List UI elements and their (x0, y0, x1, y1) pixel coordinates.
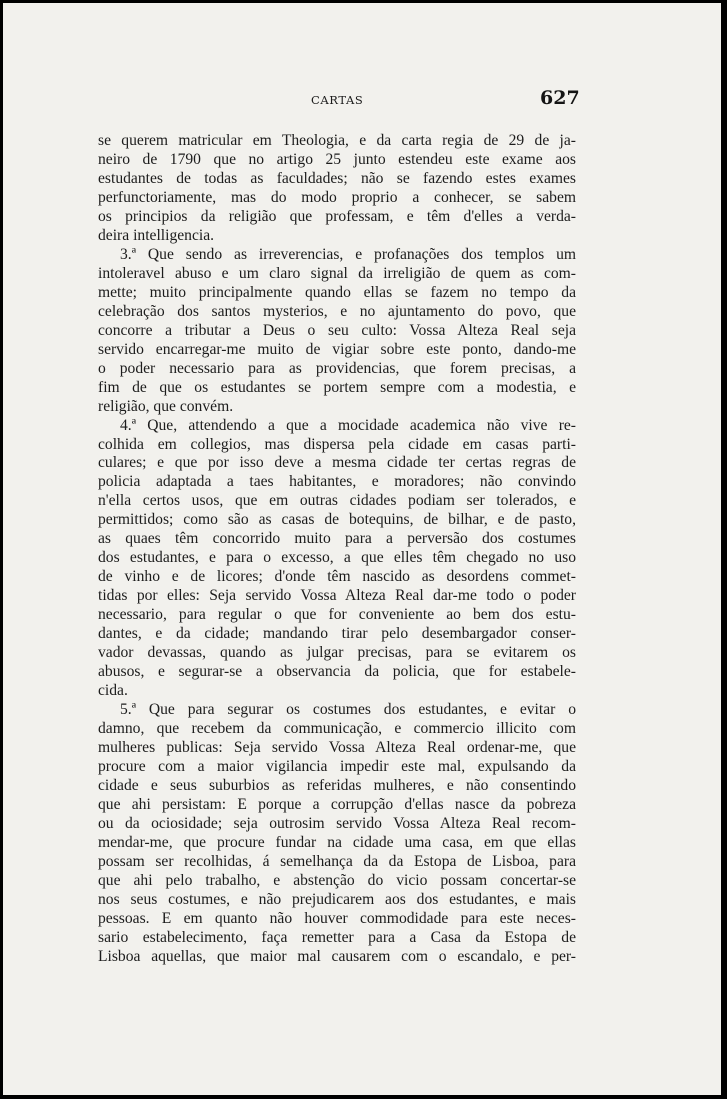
text-line: concorre a tributar a Deus o seu culto: Vossa Alteza Real seja (98, 321, 576, 339)
text-line: nos seus costumes, e não prejudicarem aos dos estudantes, e mais (98, 890, 576, 908)
text-line: sario estabelecimento, faça remetter para a Casa da Estopa de (98, 928, 576, 946)
text-line: vador devassas, quando as julgar precisas, para se evitarem os (98, 644, 576, 662)
text-line: mendar-me, que procure fundar na cidade uma casa, em que ellas (98, 833, 576, 851)
text-line: policia adaptada a taes habitantes, e moradores; não convindo (98, 473, 576, 491)
text-line: 3.ª Que sendo as irreverencias, e profanações dos templos um (120, 245, 576, 263)
text-line: que ahi persistam: E porque a corrupção d'ellas nasce da pobreza (98, 795, 576, 813)
text-line: servido encarregar-me muito de vigiar sobre este ponto, dando-me (98, 340, 576, 358)
text-line: tidas por elles: Seja servido Vossa Alteza Real dar-me todo o poder (98, 587, 576, 605)
text-line: intoleravel abuso e um claro signal da irreligião de quem as com- (98, 264, 576, 282)
text-line: permittidos; como são as casas de botequins, de bilhar, e de pasto, (98, 511, 576, 529)
text-line: Lisboa aquellas, que maior mal causarem com o escandalo, e per- (98, 947, 576, 965)
text-line: cida. (98, 682, 128, 700)
text-line: as quaes têm concorrido muito para a perversão dos costumes (98, 530, 576, 548)
text-line: procure com a maior vigilancia impedir este mal, expulsando da (98, 757, 576, 775)
text-line: o poder necessario para as providencias, que forem precisas, a (98, 359, 576, 377)
text-line: perfunctoriamente, mas do modo proprio a conhecer, se sabem (98, 188, 576, 206)
page-number: 627 (540, 87, 580, 109)
text-line: necessario, para regular o que for conveniente ao bem dos estu- (98, 606, 576, 624)
text-line: 5.ª Que para segurar os costumes dos estudantes, e evitar o (120, 701, 576, 719)
text-line: religião, que convém. (98, 397, 234, 415)
text-line: deira intelligencia. (98, 226, 215, 244)
text-line: abusos, e segurar-se a observancia da policia, que for estabele- (98, 663, 576, 681)
text-line: n'ella certos usos, que em outras cidades podiam ser tolerados, e (98, 492, 576, 510)
text-line: mette; muito principalmente quando ellas se fazem no tempo da (98, 283, 576, 301)
text-line: cidade e seus suburbios as referidas mulheres, e não consentindo (98, 776, 576, 794)
text-line: neiro de 1790 que no artigo 25 junto estendeu este exame aos (98, 150, 576, 168)
text-line: que ahi pelo trabalho, e abstenção do vicio possam concertar-se (98, 871, 576, 889)
text-line: ou da ociosidade; seja outrosim servido Vossa Alteza Real recom- (98, 814, 576, 832)
text-line: pessoas. E em quanto não houver commodidade para este neces- (98, 909, 576, 927)
text-line: fim de que os estudantes se portem sempre com a modestia, e (98, 378, 576, 396)
book-page (3, 3, 721, 1095)
text-line: de vinho e de licores; d'onde têm nascido as desordens commet- (98, 568, 576, 586)
text-line: celebração dos santos mysterios, e no ajuntamento do povo, que (98, 302, 576, 320)
text-line: dantes, e da cidade; mandando tirar pelo desembargador conser- (98, 625, 576, 643)
page-header (3, 89, 721, 113)
text-line: estudantes de todas as faculdades; não se fazendo estes exames (98, 169, 576, 187)
body-text (98, 132, 576, 967)
text-line: culares; e que por isso deve a mesma cidade ter certas regras de (98, 454, 576, 472)
text-line: se querem matricular em Theologia, e da carta regia de 29 de ja- (98, 132, 576, 149)
text-line: dos estudantes, e para o excesso, a que elles têm chegado no uso (98, 549, 576, 567)
text-line: 4.ª Que, attendendo a que a mocidade academica não vive re- (120, 416, 576, 434)
text-line: os principios da religião que professam, e têm d'elles a verda- (98, 207, 576, 225)
text-line: damno, que recebem da communicação, e commercio illicito com (98, 720, 576, 738)
text-line: colhida em collegios, mas dispersa pela cidade em casas parti- (98, 435, 576, 453)
running-title: CARTAS (311, 93, 364, 107)
text-line: mulheres publicas: Seja servido Vossa Alteza Real ordenar-me, que (98, 739, 576, 756)
text-line: possam ser recolhidas, á semelhança da da Estopa de Lisboa, para (98, 852, 576, 870)
